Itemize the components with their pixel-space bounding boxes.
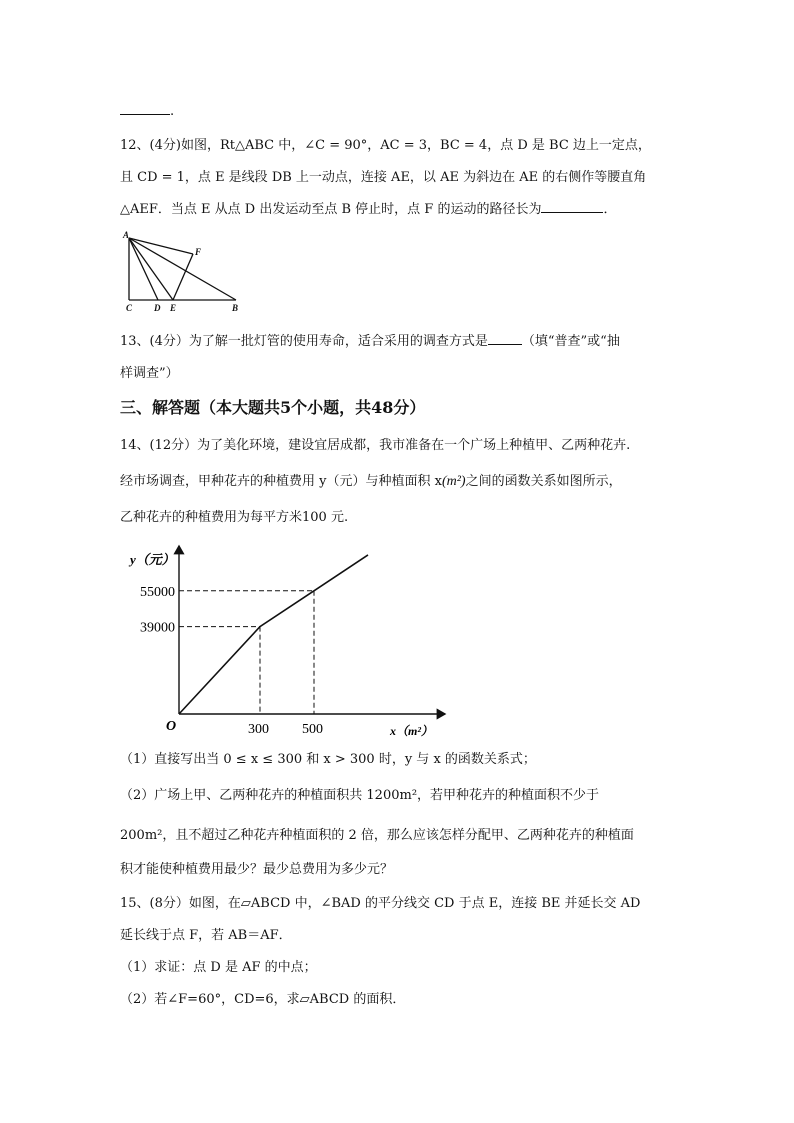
q13-line2: 样调查”） bbox=[120, 366, 179, 381]
y-tick-label: 55000 bbox=[140, 584, 175, 600]
answer-blank bbox=[541, 200, 603, 213]
origin-label: O bbox=[166, 719, 177, 734]
q14-part2-line1: （2）广场上甲、乙两种花卉的种植面积共 1200m²，若甲种花卉的种植面积不少于 bbox=[120, 788, 600, 803]
label-D: D bbox=[154, 303, 161, 313]
answer-blank bbox=[488, 332, 522, 345]
segment-AB bbox=[129, 238, 236, 300]
segment-FE bbox=[173, 254, 193, 300]
series-line-cost bbox=[179, 555, 368, 714]
q11-tail: . bbox=[120, 102, 174, 122]
q14-cost-chart bbox=[120, 540, 450, 745]
q14-line2: 经市场调查，甲种花卉的种植费用 y（元）与种植面积 x(m²)之间的函数关系如图所示， bbox=[120, 474, 622, 489]
q15-part2: （2）若∠F=60°，CD=6，求▱ABCD 的面积． bbox=[120, 992, 406, 1007]
q14-part2-line2: 200m²，且不超过乙种花卉种植面积的 2 倍，那么应该怎样分配甲、乙两种花卉的种植面 bbox=[120, 828, 634, 843]
label-A: A bbox=[123, 230, 130, 240]
x-axis-label: x（m²） bbox=[390, 724, 433, 738]
q12-triangle-figure bbox=[118, 230, 248, 318]
q14-part2-line3: 积才能使种植费用最少？最少总费用为多少元？ bbox=[120, 862, 394, 877]
q12-line3: △AEF．当点 E 从点 D 出发运动至点 B 停止时，点 F 的运动的路径长为 ． bbox=[120, 202, 617, 217]
label-F: F bbox=[195, 247, 202, 257]
q15-line2: 延长线于点 F，若 AB＝AF． bbox=[120, 928, 292, 943]
q12-line1: 12、(4分)如图，Rt△ABC 中，∠C = 90°，AC = 3，BC = 4，点 D 是 BC 边上一定点， bbox=[120, 138, 651, 153]
segment-AD bbox=[129, 238, 158, 300]
label-E: E bbox=[170, 303, 177, 313]
q15-part1: （1）求证：点 D 是 AF 的中点； bbox=[120, 960, 317, 975]
y-tick-label: 39000 bbox=[140, 620, 175, 636]
q14-line1: 14、(12分）为了美化环境，建设宜居成都，我市准备在一个广场上种植甲、乙两种花卉. bbox=[120, 438, 631, 453]
label-C: C bbox=[126, 303, 133, 313]
x-tick-label: 300 bbox=[248, 722, 269, 737]
x-tick-label: 500 bbox=[302, 722, 323, 737]
q15-line1: 15、(8分）如图，在▱ABCD 中，∠BAD 的平分线交 CD 于点 E，连接 BE 并延长交 AD bbox=[120, 896, 641, 911]
section-heading: 三、解答题（本大题共5个小题，共48分） bbox=[120, 398, 426, 417]
q14-line3: 乙种花卉的种植费用为每平方米100 元. bbox=[120, 510, 349, 525]
y-axis-label: y（元） bbox=[130, 552, 175, 567]
label-B: B bbox=[232, 303, 239, 313]
q12-line2: 且 CD = 1，点 E 是线段 DB 上一动点，连接 AE，以 AE 为斜边在 AE 的右侧作等腰直角 bbox=[120, 170, 647, 185]
q13-line1: 13、(4分）为了解一批灯管的使用寿命，适合采用的调查方式是 （填“普查”或“抽 bbox=[120, 334, 620, 349]
answer-blank bbox=[120, 102, 170, 115]
q14-part1: （1）直接写出当 0 ≤ x ≤ 300 和 x > 300 时，y 与 x 的函数关系式； bbox=[120, 752, 536, 767]
